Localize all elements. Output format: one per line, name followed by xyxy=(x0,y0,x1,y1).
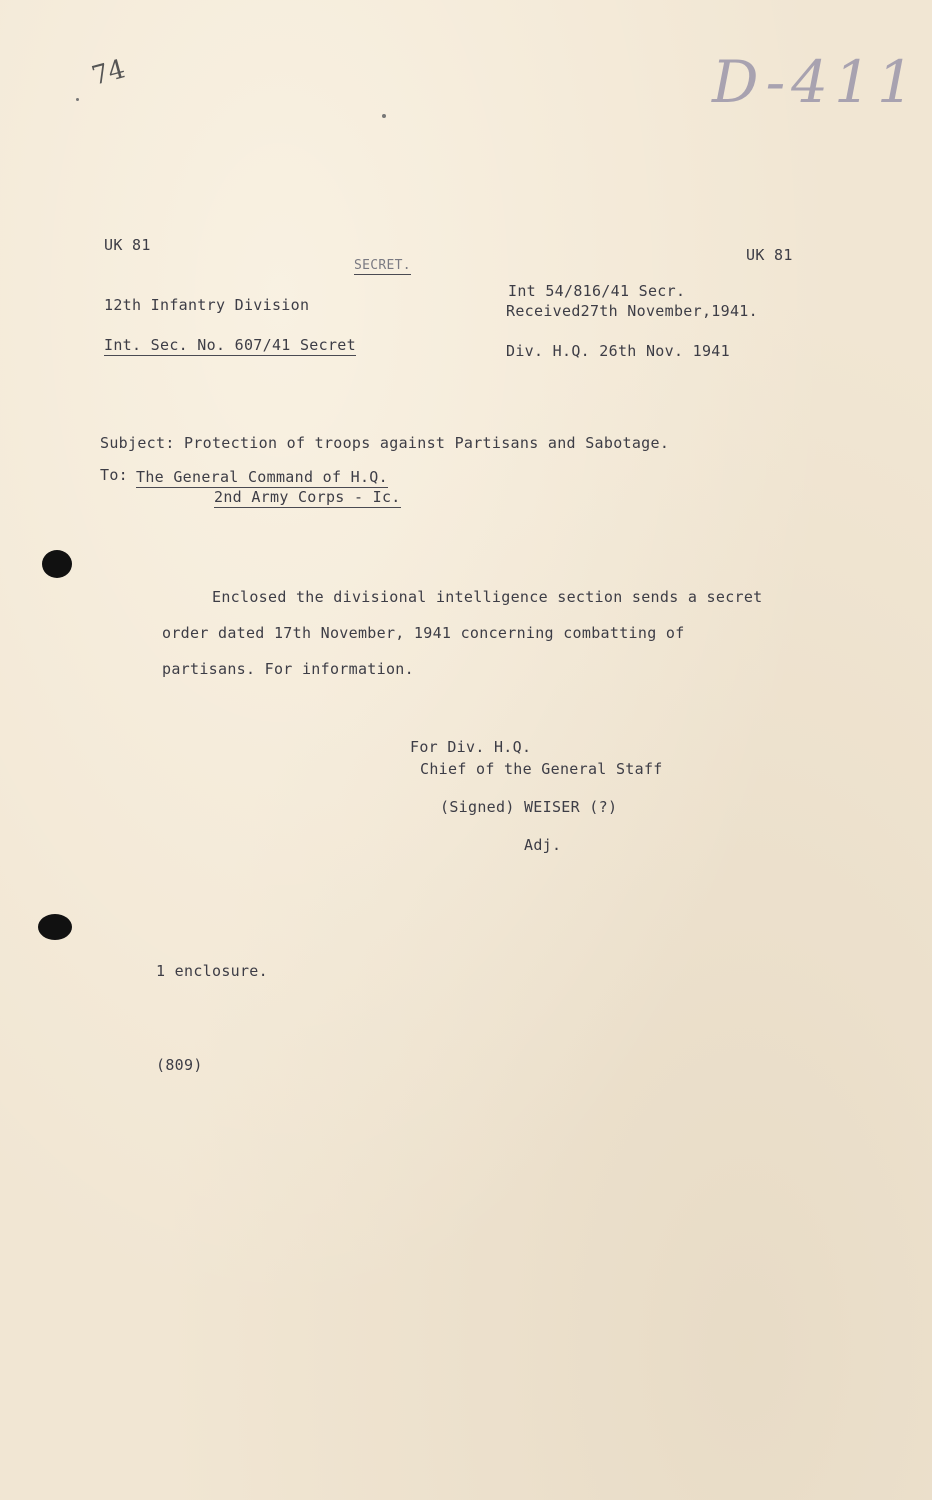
handwritten-reference: D-411 xyxy=(712,48,920,116)
body-line-3: partisans. For information. xyxy=(162,660,414,678)
corner-mark: 74 xyxy=(88,54,129,92)
signature-signed: (Signed) WEISER (?) xyxy=(440,798,618,816)
signature-title: Chief of the General Staff xyxy=(420,760,663,778)
addressee-line-2: 2nd Army Corps - Ic. xyxy=(214,488,401,506)
signature-adj: Adj. xyxy=(524,836,562,854)
intelligence-section-number: Int. Sec. No. 607/41 Secret xyxy=(104,336,356,354)
intelligence-reference: Int 54/816/41 Secr. xyxy=(508,282,686,300)
received-date: Received27th November,1941. xyxy=(506,302,758,320)
to-label: To: xyxy=(100,466,128,484)
paper-speck xyxy=(382,114,386,118)
signature-for: For Div. H.Q. xyxy=(410,738,532,756)
enclosure-note: 1 enclosure. xyxy=(156,962,268,980)
body-line-2: order dated 17th November, 1941 concerning combatting of xyxy=(162,624,685,642)
page-reference: (809) xyxy=(156,1056,203,1074)
unit-name: 12th Infantry Division xyxy=(104,296,310,314)
addressee-line-1: The General Command of H.Q. xyxy=(136,468,388,486)
body-line-1: Enclosed the divisional intelligence section sends a secret xyxy=(212,588,763,606)
punch-hole xyxy=(38,914,72,940)
punch-hole xyxy=(42,550,72,578)
division-hq-date: Div. H.Q. 26th Nov. 1941 xyxy=(506,342,730,360)
subject-line: Subject: Protection of troops against Partisans and Sabotage. xyxy=(100,434,670,452)
paper-speck xyxy=(76,98,79,101)
uk-reference-left: UK 81 xyxy=(104,236,151,254)
classification-stamp: SECRET. xyxy=(354,258,411,273)
uk-reference-right: UK 81 xyxy=(746,246,793,264)
